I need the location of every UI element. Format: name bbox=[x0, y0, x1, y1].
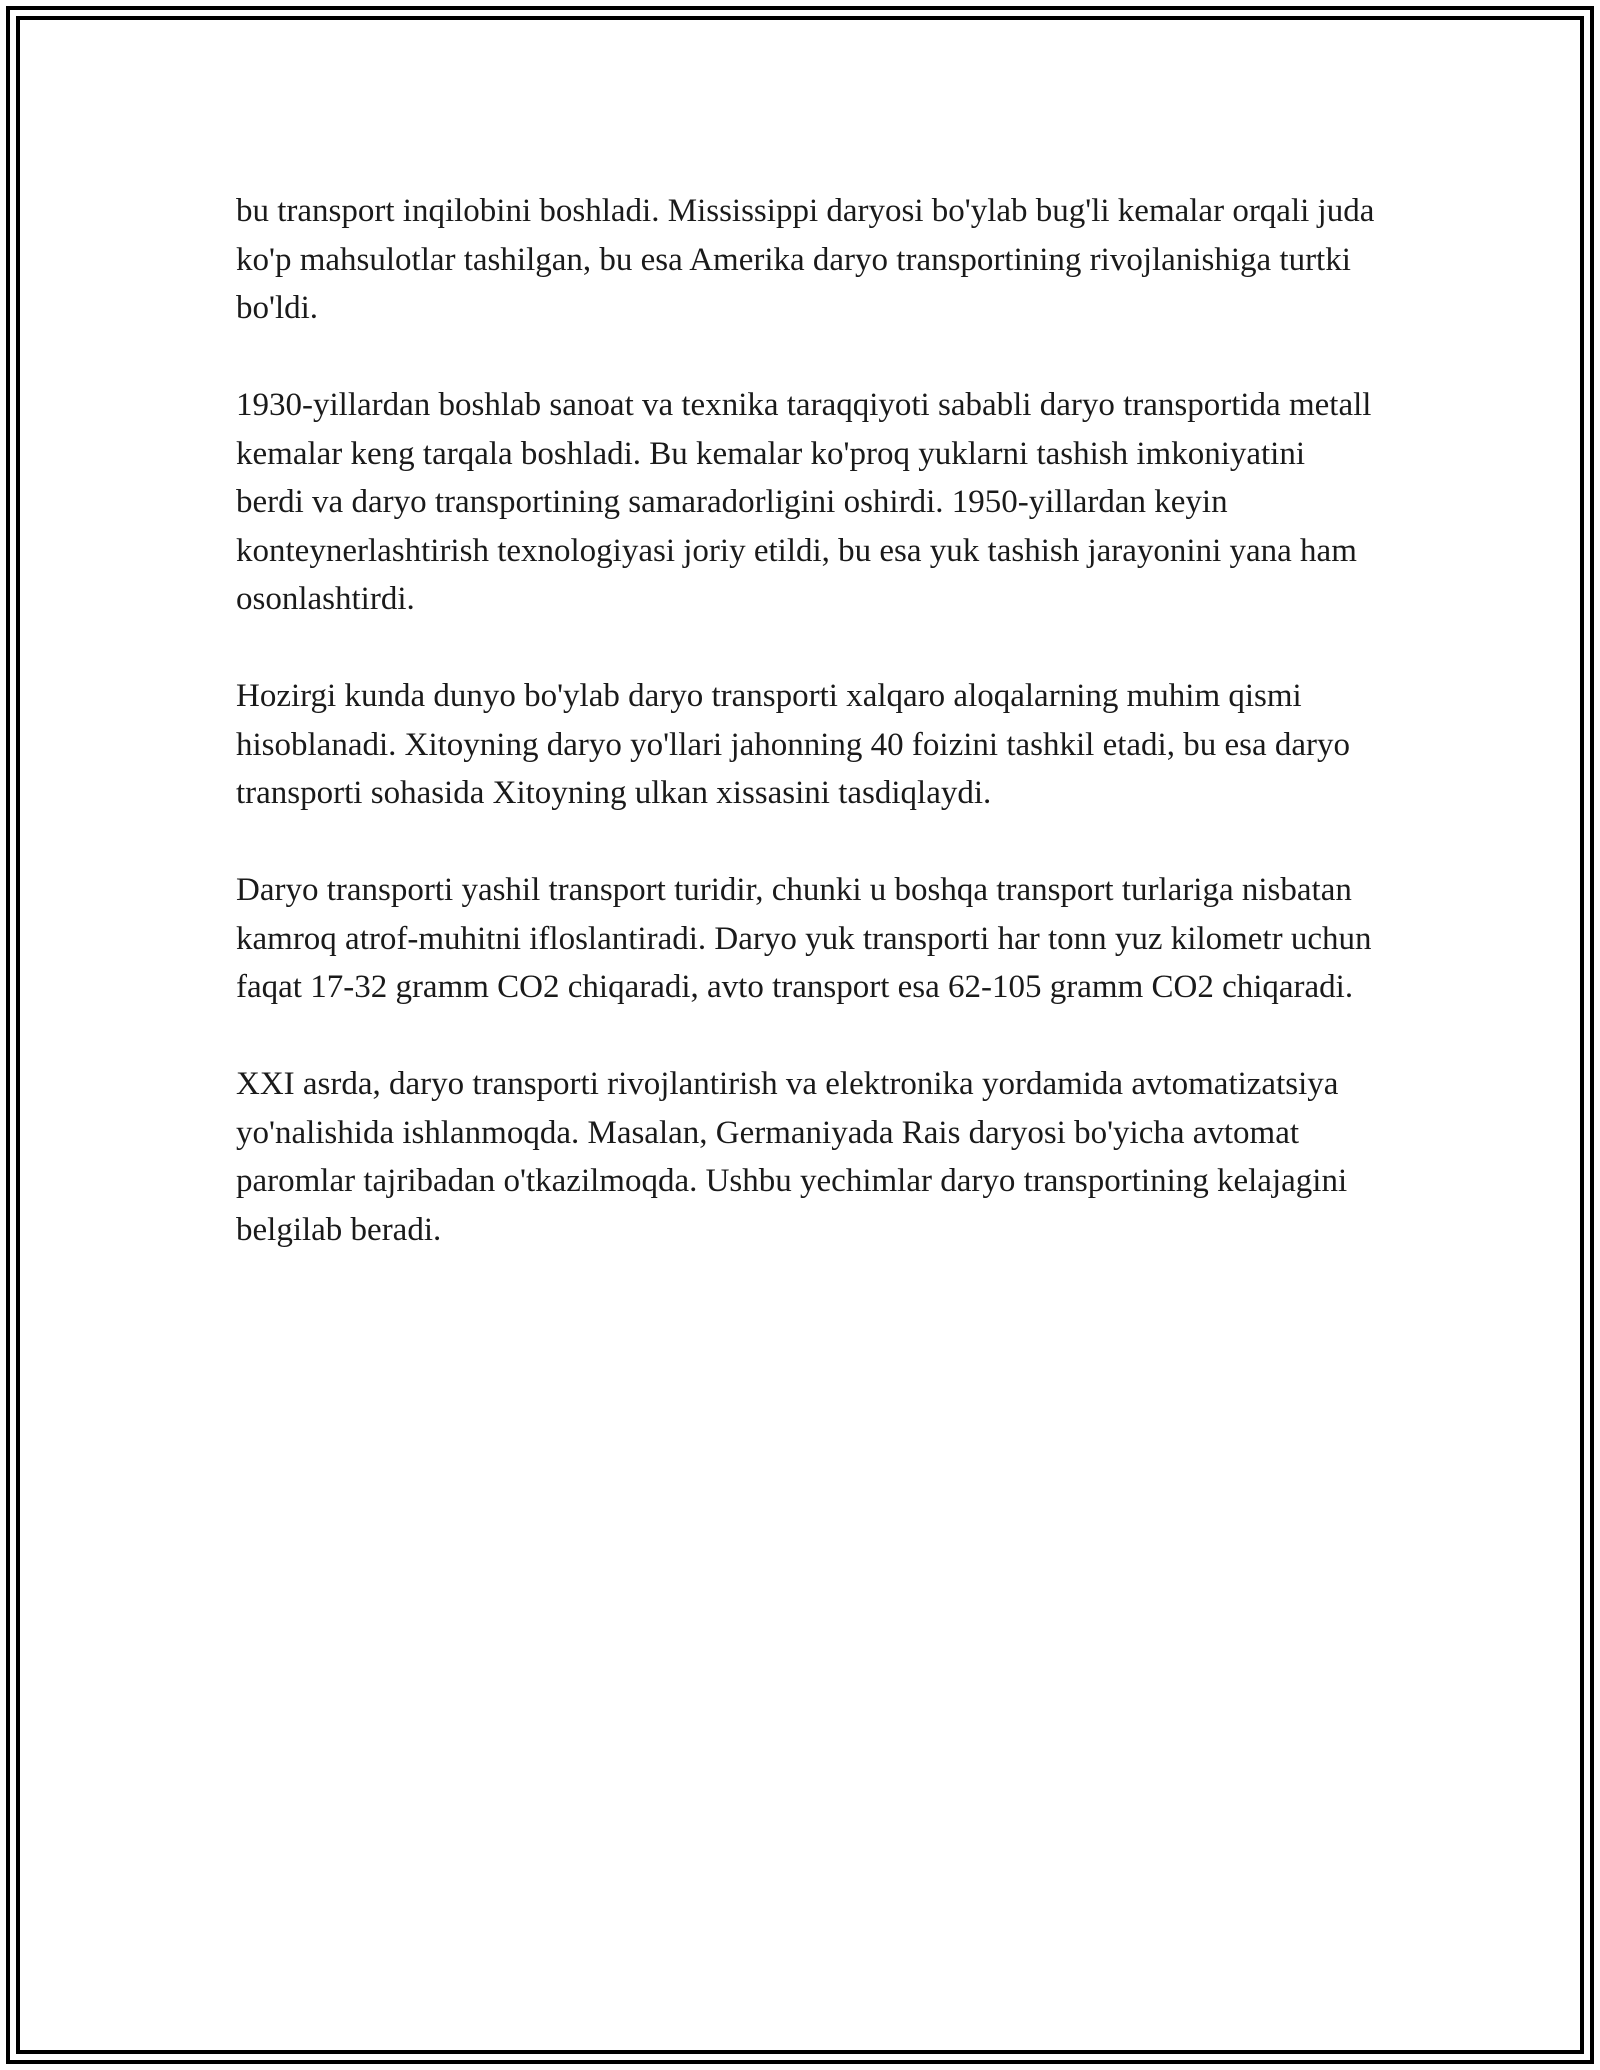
paragraph-4: Daryo transporti yashil transport turidir, chunki u boshqa transport turlariga nisbatan kamroq atrof-muhitni ifloslantiradi. Daryo yuk transporti har tonn yuz kilometr uchun faqat 17-32 gramm CO2 chiqaradi, avto transport esa 62-105 gramm CO2 chiqaradi. bbox=[236, 872, 1372, 1005]
paragraph-1: bu transport inqilobini boshladi. Mississippi daryosi bo'ylab bug'li kemalar orqali juda ko'p mahsulotlar tashilgan, bu esa Amerika daryo transportining rivojlanishiga turtki bo'ldi. bbox=[236, 193, 1375, 326]
paragraph-3: Hozirgi kunda dunyo bo'ylab daryo transporti xalqaro aloqalarning muhim qismi hisoblanadi. Xitoyning daryo yo'llari jahonning 40 foizini tashkil etadi, bu esa daryo transporti sohasida Xitoyning ulkan xissasini tasdiqlaydi. bbox=[236, 678, 1350, 811]
document-body bbox=[236, 187, 1376, 1303]
paragraph-5: XXI asrda, daryo transporti rivojlantirish va elektronika yordamida avtomatizatsiya yo'nalishida ishlanmoqda. Masalan, Germaniyada Rais daryosi bo'yicha avtomat paromlar tajribadan o'tkazilmoqda. Ushbu yechimlar daryo transportining kelajagini belgilab beradi. bbox=[236, 1066, 1348, 1248]
paragraph-2: 1930-yillardan boshlab sanoat va texnika taraqqiyoti sababli daryo transportida metall kemalar keng tarqala boshladi. Bu kemalar ko'proq yuklarni tashish imkoniyatini berdi va daryo transportining samaradorligini oshirdi. 1950-yillardan keyin konteynerlashtirish texnologiyasi joriy etildi, bu esa yuk tashish jarayonini yana ham osonlashtirdi. bbox=[236, 387, 1372, 617]
